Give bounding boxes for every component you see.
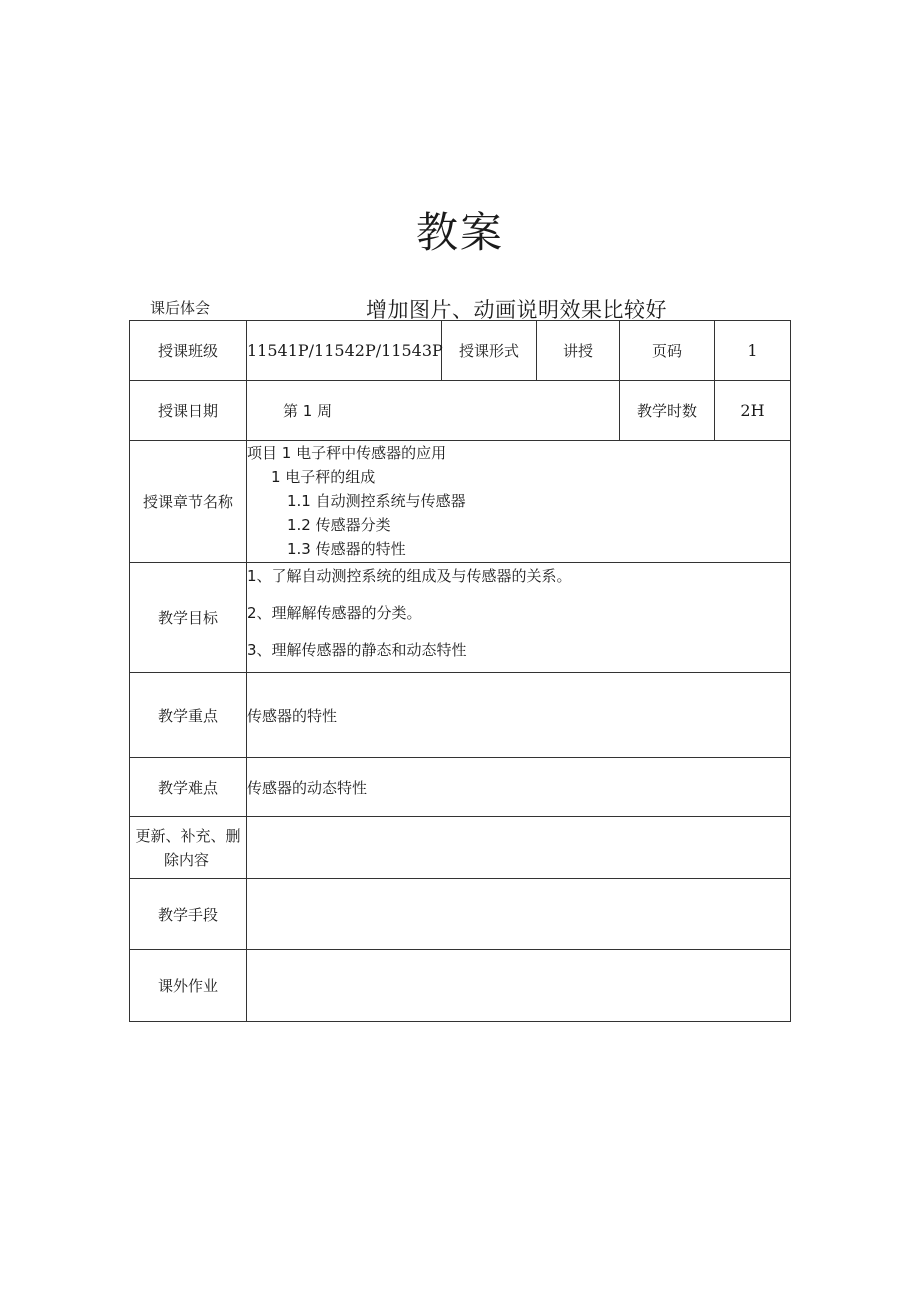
page-number-label: 页码	[620, 321, 715, 381]
row-goals	[130, 563, 791, 673]
date-value: 第 1 周	[247, 381, 620, 441]
difficulties-value: 传感器的动态特性	[247, 758, 791, 817]
hours-label: 教学时数	[620, 381, 715, 441]
updates-label-line: 更新、补充、删	[135, 826, 241, 845]
row-class	[130, 321, 791, 381]
row-key-points	[130, 673, 791, 758]
goals-label: 教学目标	[130, 563, 247, 673]
chapter-line: 1.3 传感器的特性	[287, 540, 406, 558]
row-methods	[130, 879, 791, 950]
row-updates	[130, 817, 791, 879]
goals-content	[247, 563, 791, 673]
chapter-content	[247, 441, 791, 563]
note-label: 课后体会	[150, 299, 211, 317]
class-label: 授课班级	[130, 321, 247, 381]
chapter-line: 项目 1 电子秤中传感器的应用	[247, 444, 447, 462]
updates-label	[130, 817, 247, 879]
key-points-label: 教学重点	[130, 673, 247, 758]
goal-item: 3、理解传感器的静态和动态特性	[247, 641, 467, 659]
homework-label: 课外作业	[130, 950, 247, 1022]
row-chapter	[130, 441, 791, 563]
key-points-value: 传感器的特性	[247, 673, 791, 758]
goal-item: 2、理解解传感器的分类。	[247, 604, 422, 622]
chapter-line: 1.1 自动测控系统与传感器	[287, 492, 466, 510]
row-homework	[130, 950, 791, 1022]
chapter-label: 授课章节名称	[130, 441, 247, 563]
updates-value	[247, 817, 791, 879]
note-text: 增加图片、动画说明效果比较好	[366, 298, 667, 322]
page-number-value: 1	[715, 321, 791, 381]
goal-item: 1、了解自动测控系统的组成及与传感器的关系。	[247, 567, 572, 585]
hours-value: 2H	[715, 381, 791, 441]
date-label: 授课日期	[130, 381, 247, 441]
methods-label: 教学手段	[130, 879, 247, 950]
chapter-line: 1.2 传感器分类	[287, 516, 391, 534]
lesson-plan-table	[129, 320, 791, 1022]
teaching-form-label: 授课形式	[442, 321, 537, 381]
document-title: 教案	[415, 208, 504, 257]
class-value: 11541P/11542P/11543P	[247, 321, 442, 381]
difficulties-label: 教学难点	[130, 758, 247, 817]
teaching-form-value: 讲授	[537, 321, 620, 381]
updates-label-line: 除内容	[164, 850, 210, 869]
row-difficulties	[130, 758, 791, 817]
row-date	[130, 381, 791, 441]
homework-value	[247, 950, 791, 1022]
chapter-line: 1 电子秤的组成	[271, 468, 376, 486]
methods-value	[247, 879, 791, 950]
